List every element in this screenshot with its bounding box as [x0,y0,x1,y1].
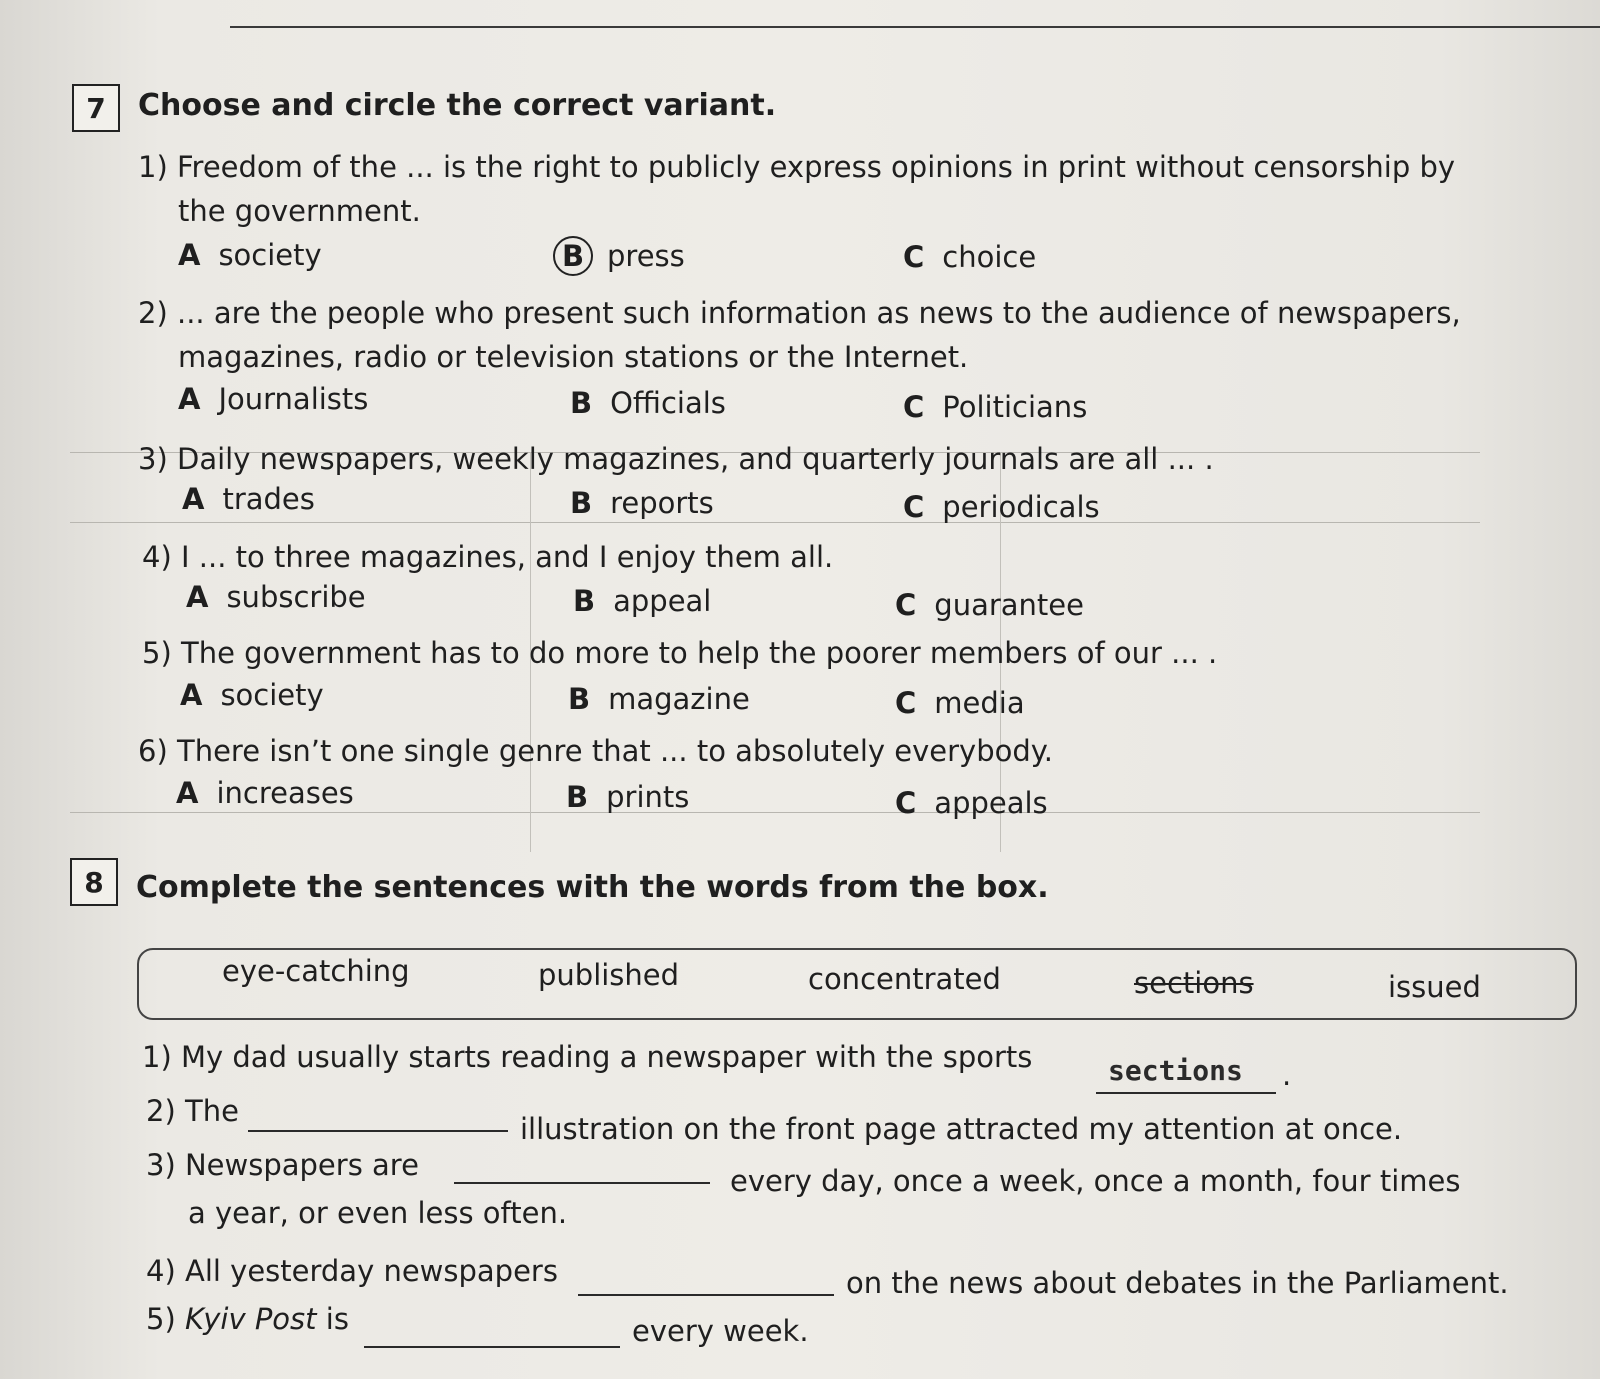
sentence-1-handwritten-answer: sections [1108,1054,1243,1087]
background-table-line [70,812,1480,813]
box-word: issued [1388,970,1481,1004]
question-4-option-c[interactable]: C guarantee [895,588,1084,622]
sentence-1-text: 1) My dad usually starts reading a newspaper with the sports [142,1040,1033,1074]
box-word-crossed-out: sections [1134,966,1254,1000]
sentence-3-start: 3) Newspapers are [146,1148,419,1182]
sentence-5-blank[interactable] [364,1346,620,1348]
sentence-4-end: on the news about debates in the Parliament. [846,1266,1509,1300]
question-5-line1: 5) The government has to do more to help the poorer members of our ... . [142,636,1218,670]
circled-answer-mark: B [553,236,593,276]
question-1-option-c[interactable]: C choice [903,240,1037,274]
question-3-option-a[interactable]: A trades [182,482,315,516]
sentence-2-end: illustration on the front page attracted my attention at once. [520,1112,1403,1146]
top-rule [230,26,1600,28]
sentence-4-blank[interactable] [578,1294,834,1296]
sentence-5-start: 5) Kyiv Post is [146,1302,349,1336]
question-6-option-b[interactable]: B prints [566,780,690,814]
question-1-option-a[interactable]: A society [178,238,322,272]
question-2-line2: magazines, radio or television stations or the Internet. [178,340,969,374]
sentence-1-blank[interactable] [1096,1092,1276,1094]
exercise-8-number: 8 [70,858,118,906]
box-word: concentrated [808,962,1001,996]
sentence-5-end: every week. [632,1314,809,1348]
question-3-line1: 3) Daily newspapers, weekly magazines, and quarterly journals are all ... . [138,442,1214,476]
sentence-3-end: every day, once a week, once a month, four times [730,1164,1461,1198]
publication-title: Kyiv Post [184,1302,317,1336]
sentence-3-line2: a year, or even less often. [188,1196,568,1230]
box-word: published [538,958,680,992]
question-1-option-b[interactable]: B press [553,236,685,276]
question-5-option-a[interactable]: A society [180,678,324,712]
exercise-7-number: 7 [72,84,120,132]
question-1-line2: the government. [178,194,421,228]
question-5-option-b[interactable]: B magazine [568,682,750,716]
question-6-option-c[interactable]: C appeals [895,786,1048,820]
question-5-option-c[interactable]: C media [895,686,1025,720]
question-4-line1: 4) I ... to three magazines, and I enjoy them all. [142,540,834,574]
question-6-option-a[interactable]: A increases [176,776,354,810]
question-3-option-b[interactable]: B reports [570,486,714,520]
question-2-option-b[interactable]: B Officials [570,386,726,420]
sentence-4-start: 4) All yesterday newspapers [146,1254,558,1288]
background-table-line [70,522,1480,523]
question-3-option-c[interactable]: C periodicals [903,490,1100,524]
exercise-7-title: Choose and circle the correct variant. [138,88,777,123]
sentence-2-blank[interactable] [248,1130,508,1132]
box-word: eye-catching [222,954,410,988]
question-2-line1: 2) ... are the people who present such information as news to the audience of newspapers, [138,296,1461,330]
question-2-option-a[interactable]: A Journalists [178,382,369,416]
sentence-3-blank[interactable] [454,1182,710,1184]
question-1-line1: 1) Freedom of the ... is the right to publicly express opinions in print without censorship by [138,150,1456,184]
sentence-2-start: 2) The [146,1094,239,1128]
sentence-1-end: . [1282,1058,1292,1092]
exercise-8-title: Complete the sentences with the words from the box. [136,870,1049,905]
question-4-option-b[interactable]: B appeal [573,584,712,618]
question-4-option-a[interactable]: A subscribe [186,580,366,614]
question-6-line1: 6) There isn’t one single genre that ... to absolutely everybody. [138,734,1054,768]
question-2-option-c[interactable]: C Politicians [903,390,1088,424]
